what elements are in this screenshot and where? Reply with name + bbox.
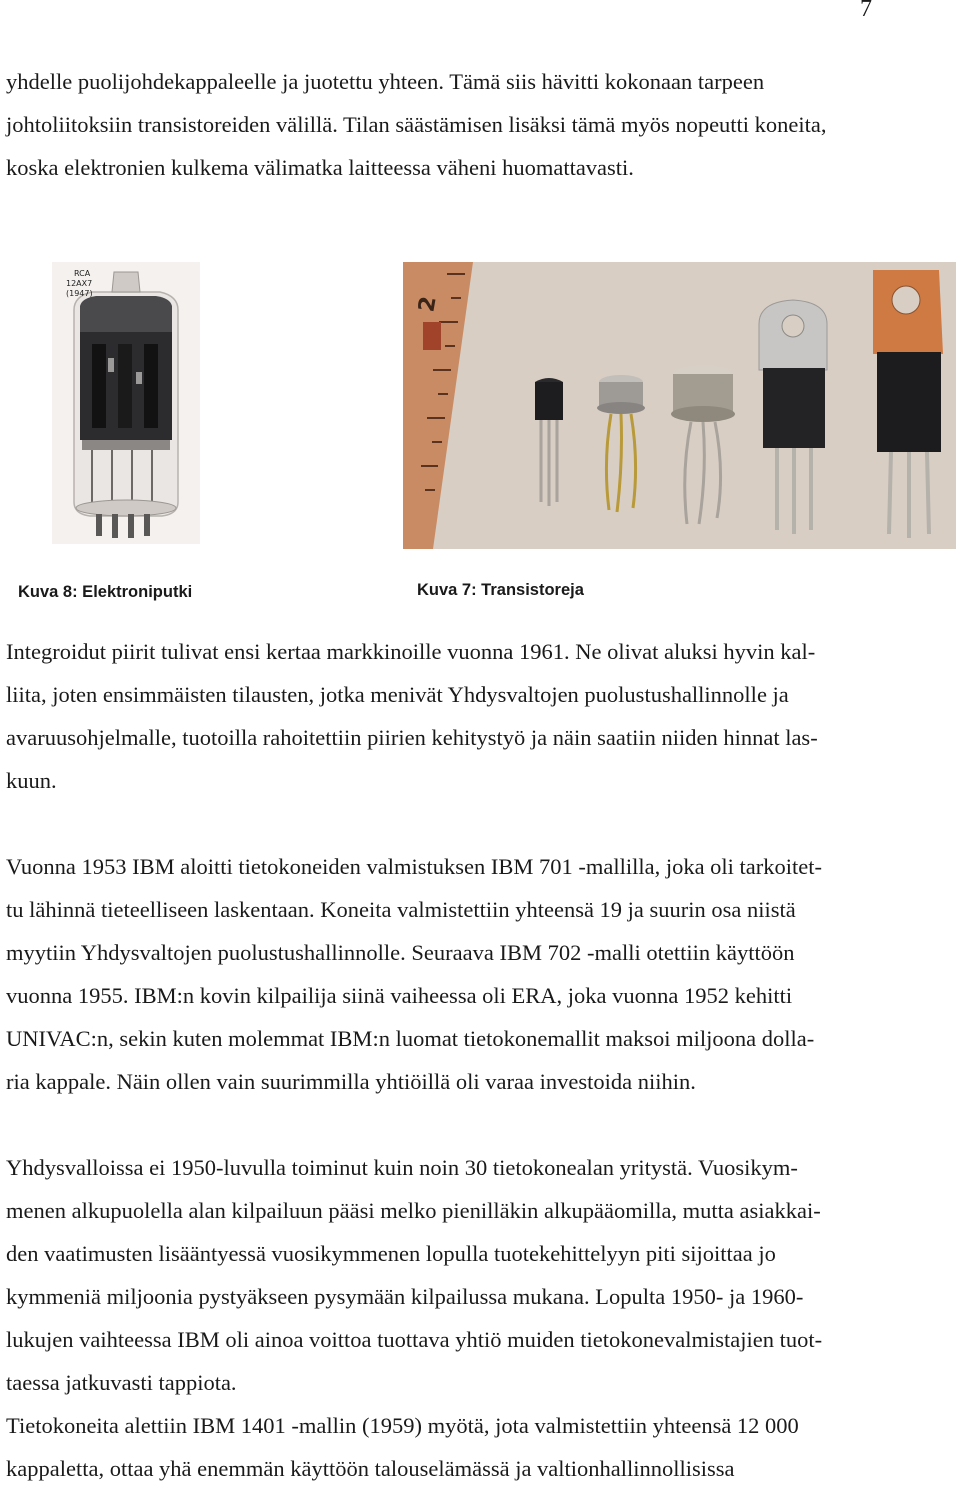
text-line: UNIVAC:n, sekin kuten molemmat IBM:n luomat tietokonemallit maksoi miljoona dolla- <box>6 1026 815 1051</box>
text-line: Integroidut piirit tulivat ensi kertaa markkinoille vuonna 1961. Ne olivat aluksi hyvin kal- <box>6 639 816 664</box>
text-line: avaruusohjelmalle, tuotoilla rahoitettiin piirien kehitystyö ja näin saatiin niiden hinnat las- <box>6 725 818 750</box>
text-line: Tietokoneita alettiin IBM 1401 -mallin (1959) myötä, jota valmistettiin yhteensä 12 000 <box>6 1413 799 1438</box>
vacuum-tube-photo <box>52 262 200 544</box>
text-line: Vuonna 1953 IBM aloitti tietokoneiden valmistuksen IBM 701 -mallilla, joka oli tarkoitet- <box>6 854 823 879</box>
text-line: johtoliitoksiin transistoreiden välillä. Tilan säästämisen lisäksi tämä myös nopeutti koneita, <box>6 112 827 137</box>
tube-label-line: (1947) <box>66 289 93 298</box>
page-number: 7 <box>860 0 872 22</box>
text-line: ria kappale. Näin ollen vain suurimmilla yhtiöillä oli varaa investoida niihin. <box>6 1069 696 1094</box>
paragraph <box>6 630 906 802</box>
intro-paragraph <box>6 60 906 189</box>
tube-label-line: RCA <box>74 269 91 278</box>
text-line: liita, joten ensimmäisten tilausten, jotka menivät Yhdysvaltojen puolustushallinnolle ja <box>6 682 789 707</box>
text-line: lukujen vaihteessa IBM oli ainoa voittoa tuottava yhtiö muiden tietokonevalmistajien tuot- <box>6 1327 823 1352</box>
text-line: yhdelle puolijohdekappaleelle ja juotettu yhteen. Tämä siis hävitti kokonaan tarpeen <box>6 69 765 94</box>
figure-caption-transistors: Kuva 7: Transistoreja <box>417 581 584 599</box>
text-line: myytiin Yhdysvaltojen puolustushallinnolle. Seuraava IBM 702 -malli otettiin käyttöön <box>6 940 795 965</box>
text-line: menen alkupuolella alan kilpailuun pääsi melko pienilläkin alkupääomilla, mutta asiakkai- <box>6 1198 821 1223</box>
ruler-mark: 2 <box>414 294 442 314</box>
text-line: kuun. <box>6 768 57 793</box>
text-line: taessa jatkuvasti tappiota. <box>6 1370 237 1395</box>
paragraph <box>6 845 906 1103</box>
tube-label-line: 12AX7 <box>66 279 93 288</box>
paragraph <box>6 1404 906 1490</box>
text-line: Yhdysvalloissa ei 1950-luvulla toiminut kuin noin 30 tietokonealan yritystä. Vuosikym- <box>6 1155 798 1180</box>
text-line: kappaletta, ottaa yhä enemmän käyttöön talouselämässä ja valtionhallinnollisissa <box>6 1456 735 1481</box>
figure-caption-tube: Kuva 8: Elektroniputki <box>18 583 193 601</box>
paragraph <box>6 1146 906 1404</box>
text-line: den vaatimusten lisääntyessä vuosikymmenen lopulla tuotekehittelyyn piti sijoittaa jo <box>6 1241 776 1266</box>
text-line: tu lähinnä tieteelliseen laskentaan. Koneita valmistettiin yhteensä 19 ja suurin osa niistä <box>6 897 796 922</box>
text-line: koska elektronien kulkema välimatka laitteessa väheni huomattavasti. <box>6 155 634 180</box>
transistors-photo <box>403 262 956 549</box>
text-line: vuonna 1955. IBM:n kovin kilpailija siinä vaiheessa oli ERA, joka vuonna 1952 kehitti <box>6 983 793 1008</box>
text-line: kymmeniä miljoonia pystyäkseen pysymään kilpailussa mukana. Lopulta 1950- ja 1960- <box>6 1284 804 1309</box>
